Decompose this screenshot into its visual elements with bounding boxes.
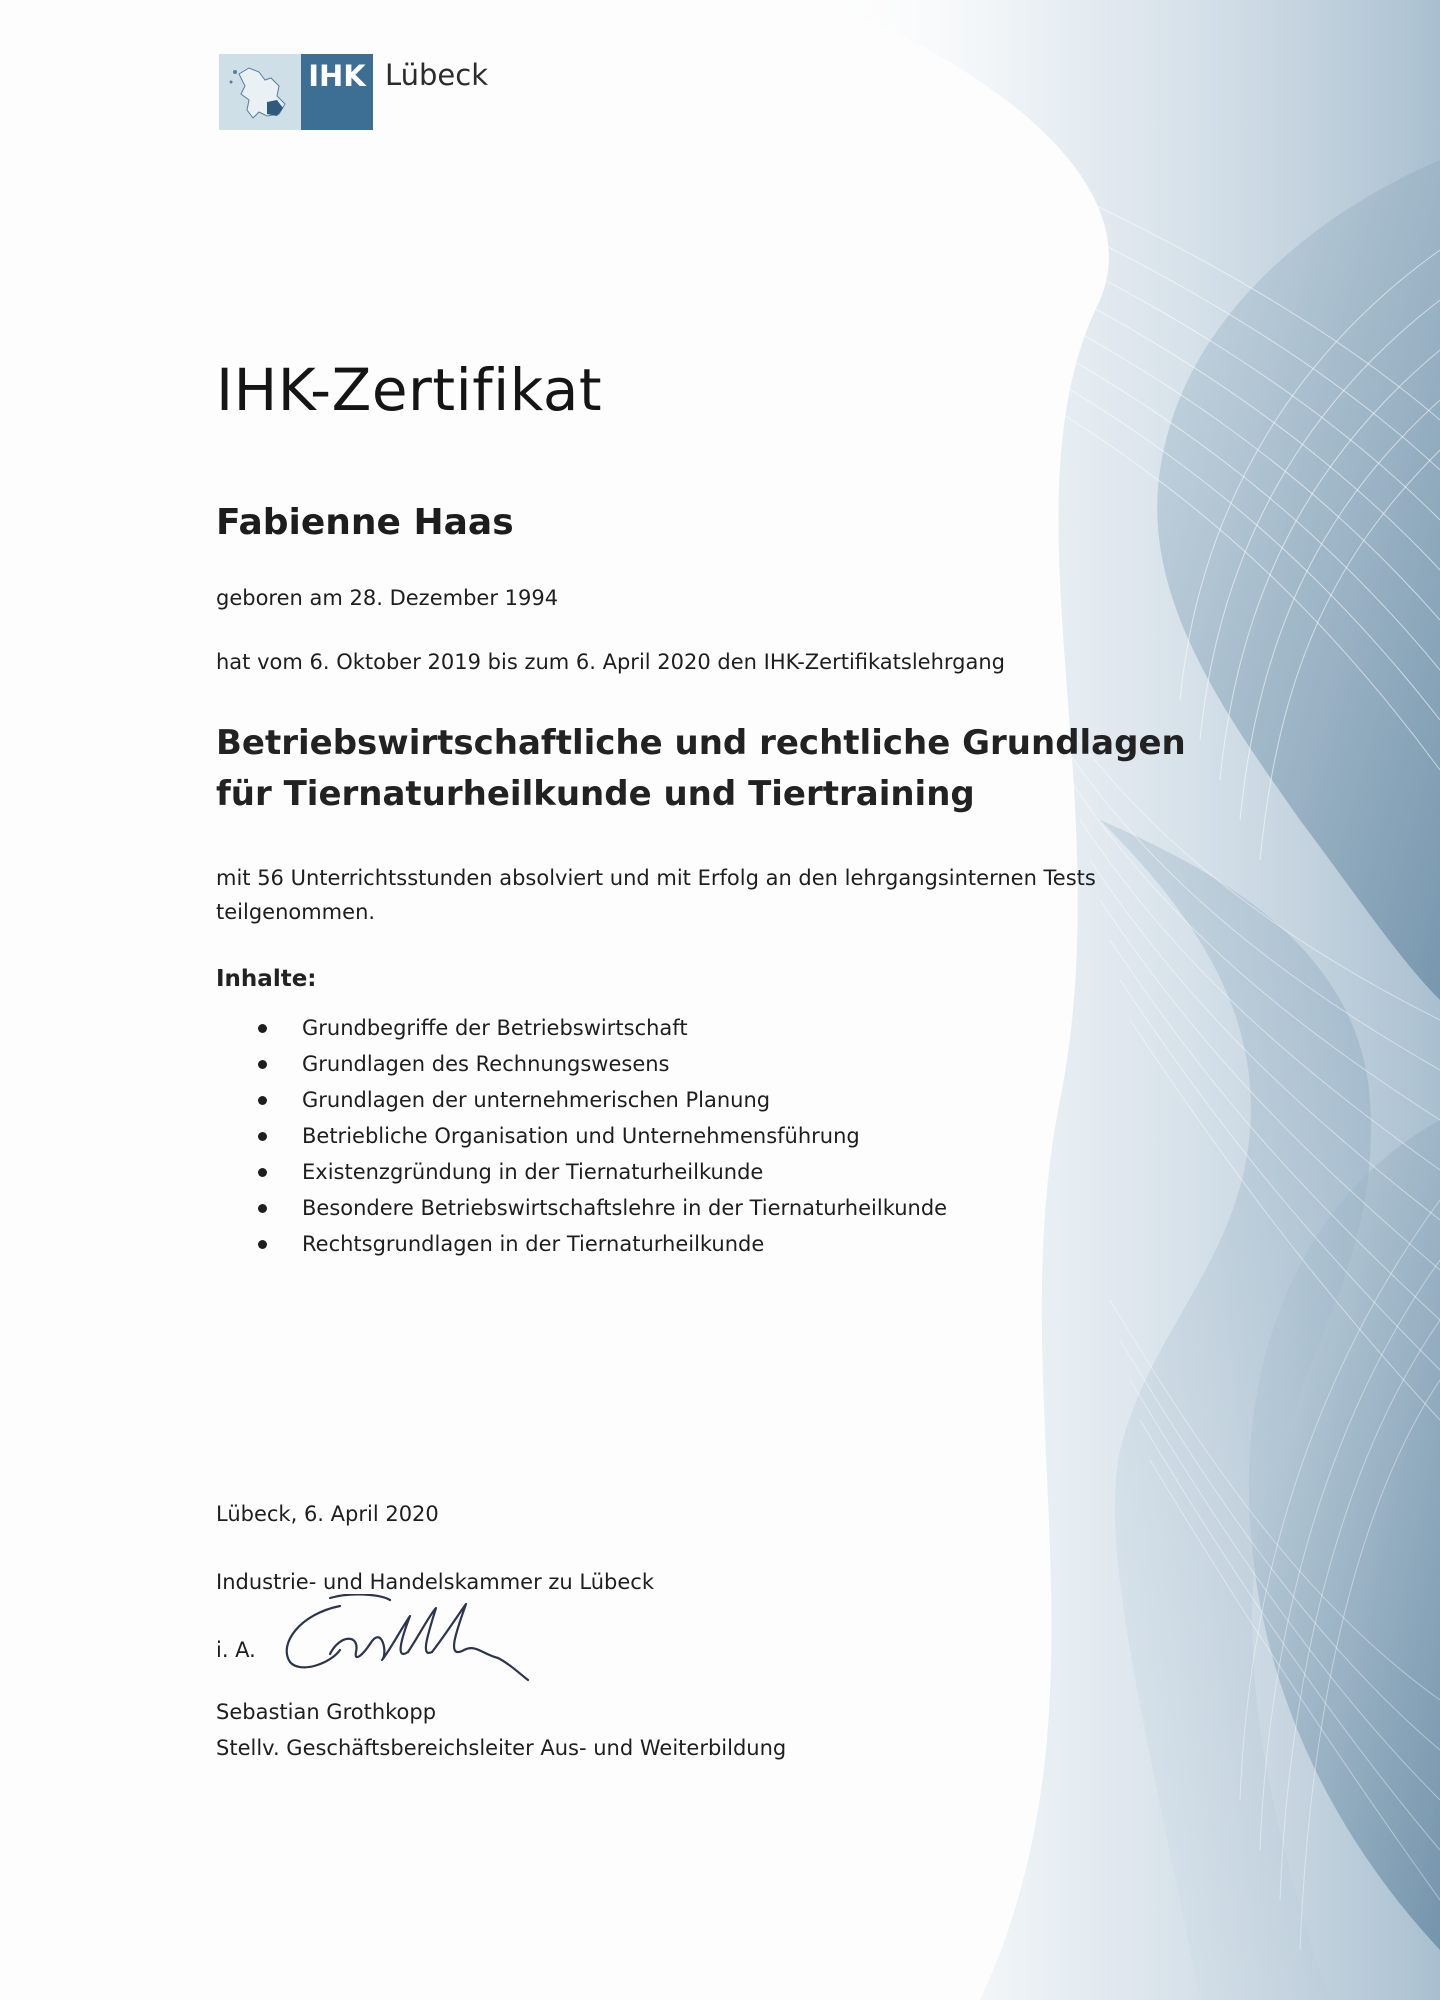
completion-line-2: teilgenommen. xyxy=(216,900,376,924)
course-title xyxy=(216,718,1216,820)
place-date: Lübeck, 6. April 2020 xyxy=(216,1502,439,1526)
list-item-label: Rechtsgrundlagen in der Tiernaturheilkunde xyxy=(302,1232,765,1256)
list-item xyxy=(256,1082,947,1118)
list-item xyxy=(256,1190,947,1226)
contents-heading: Inhalte: xyxy=(216,966,317,992)
on-behalf-label: i. A. xyxy=(216,1638,256,1662)
list-item-label: Existenzgründung in der Tiernaturheilkunde xyxy=(302,1160,764,1184)
course-title-line-2: für Tiernaturheilkunde und Tiertraining xyxy=(216,774,975,814)
bullet-icon xyxy=(258,1240,267,1249)
list-item-label: Betriebliche Organisation und Unternehmensführung xyxy=(302,1124,860,1148)
contents-list xyxy=(256,1010,947,1262)
list-item-label: Grundlagen der unternehmerischen Planung xyxy=(302,1088,771,1112)
organization-name: Industrie- und Handelskammer zu Lübeck xyxy=(216,1570,654,1594)
bullet-icon xyxy=(258,1096,267,1105)
bullet-icon xyxy=(258,1168,267,1177)
course-title-line-1: Betriebswirtschaftliche und rechtliche Grundlagen xyxy=(216,723,1186,763)
list-item-label: Grundbegriffe der Betriebswirtschaft xyxy=(302,1016,688,1040)
bullet-icon xyxy=(258,1204,267,1213)
signatory-name: Sebastian Grothkopp xyxy=(216,1700,437,1724)
bullet-icon xyxy=(258,1024,267,1033)
list-item xyxy=(256,1154,947,1190)
list-item xyxy=(256,1010,947,1046)
signatory-role: Stellv. Geschäftsbereichsleiter Aus- und Weiterbildung xyxy=(216,1736,787,1760)
recipient-name: Fabienne Haas xyxy=(216,502,514,543)
bullet-icon xyxy=(258,1132,267,1141)
completion-line-1: mit 56 Unterrichtsstunden absolviert und mit Erfolg an den lehrgangsinternen Tests xyxy=(216,866,1096,890)
list-item-label: Besondere Betriebswirtschaftslehre in der Tiernaturheilkunde xyxy=(302,1196,948,1220)
list-item xyxy=(256,1226,947,1262)
list-item xyxy=(256,1046,947,1082)
handwritten-signature xyxy=(270,1594,570,1684)
schleswig-holstein-map-icon xyxy=(219,54,301,130)
logo-brand: IHK xyxy=(301,54,373,130)
list-item-label: Grundlagen des Rechnungswesens xyxy=(302,1052,670,1076)
list-item xyxy=(256,1118,947,1154)
period-line: hat vom 6. Oktober 2019 bis zum 6. April 2020 den IHK-Zertifikatslehrgang xyxy=(216,650,1006,674)
logo-city: Lübeck xyxy=(385,58,489,92)
bullet-icon xyxy=(258,1060,267,1069)
birth-line: geboren am 28. Dezember 1994 xyxy=(216,586,559,610)
ihk-logo xyxy=(219,54,488,130)
certificate-title: IHK-Zertifikat xyxy=(216,356,603,424)
